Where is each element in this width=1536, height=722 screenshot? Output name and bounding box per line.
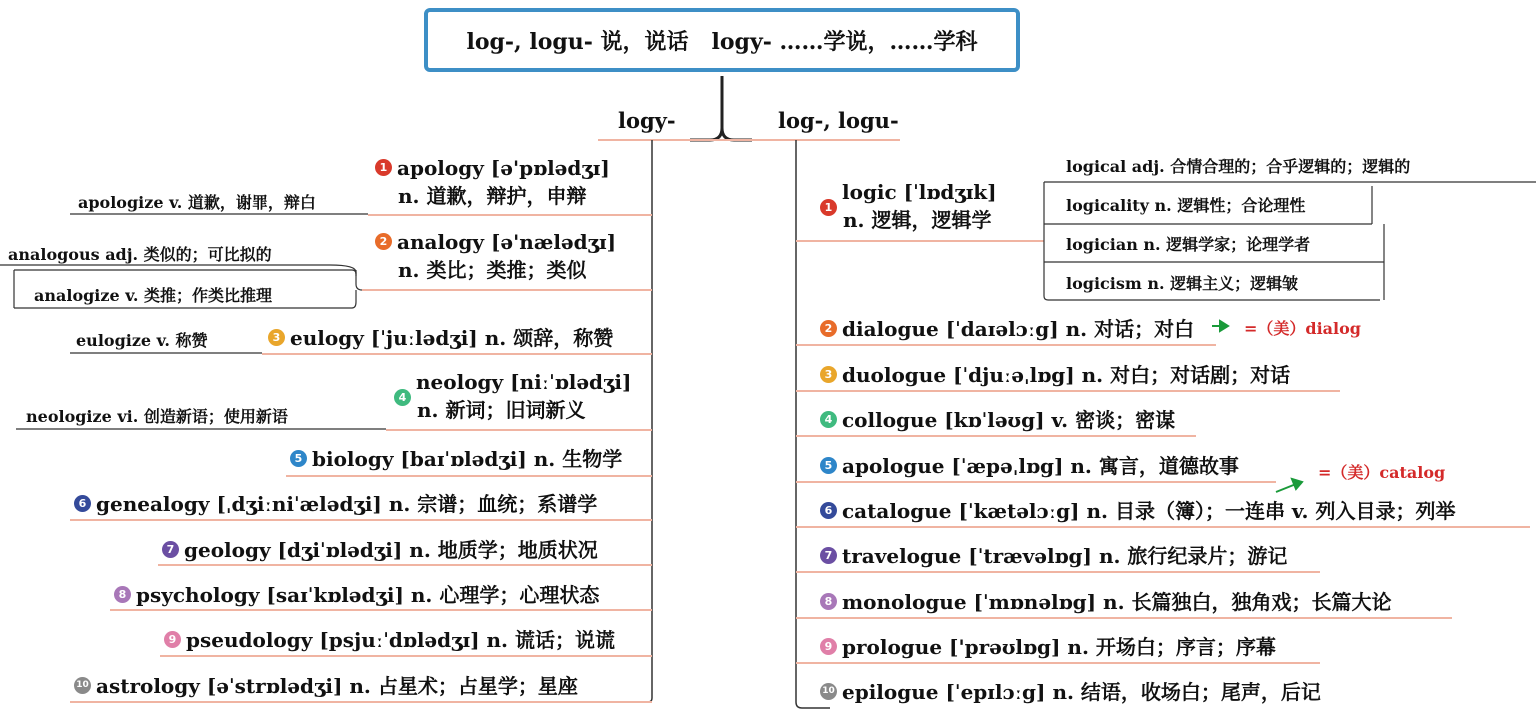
apology-headword: apology [ə'pɒlədʒɪ] — [397, 156, 610, 180]
entry-travelogue: 7 travelogue [ˈtrævəlɒg] n. 旅行纪录片；游记 — [820, 540, 1287, 569]
number-badge: 4 — [394, 389, 411, 406]
analogous-deriv: analogous adj. 类似的；可比拟的 — [8, 245, 272, 264]
number-badge: 10 — [820, 683, 837, 700]
entry-biology: 5 biology [baɪˈɒlədʒi] n. 生物学 — [290, 443, 622, 472]
entry-apology — [375, 156, 610, 209]
entry-astrology: 10 astrology [əˈstrɒlədʒi] n. 占星术；占星学；星座 — [74, 670, 578, 699]
logicism-deriv: logicism n. 逻辑主义；逻辑皱 — [1066, 274, 1299, 293]
apologize-deriv: apologize v. 道歉，谢罪，辩白 — [78, 193, 316, 212]
number-badge: 4 — [820, 411, 837, 428]
neology-headword: neology [niːˈɒlədʒi] — [416, 370, 632, 394]
analogy-meaning: n. 类比；类推；类似 — [398, 258, 587, 282]
entry-prologue: 9 prologue ['prəʊlɒg] n. 开场白；序言；序幕 — [820, 631, 1276, 660]
eulogy-text: eulogy [ˈjuːlədʒi] n. 颂辞，称赞 — [290, 326, 614, 350]
analogy-headword: analogy [ə'nælədʒɪ] — [397, 230, 617, 254]
entry-genealogy: 6 genealogy [ˌdʒiːniˈælədʒi] n. 宗谱；血统；系谱学 — [74, 488, 597, 517]
number-badge: 7 — [820, 547, 837, 564]
right-branch-label: log-, logu- — [778, 108, 899, 133]
eulogize-deriv: eulogize v. 称赞 — [76, 331, 208, 350]
number-badge: 2 — [820, 320, 837, 337]
logicality-deriv: logicality n. 逻辑性；合论理性 — [1066, 196, 1306, 215]
entry-geology: 7 geology [dʒiˈɒlədʒi] n. 地质学；地质状况 — [162, 534, 598, 563]
entry-monologue: 8 monologue [ˈmɒnəlɒg] n. 长篇独白，独角戏；长篇大论 — [820, 586, 1392, 615]
entry-analogy — [375, 230, 616, 283]
apology-meaning: n. 道歉，辩护，申辩 — [398, 184, 587, 208]
number-badge: 1 — [375, 159, 392, 176]
analogize-deriv: analogize v. 类推；作类比推理 — [34, 286, 273, 305]
number-badge: 5 — [820, 457, 837, 474]
number-badge: 1 — [820, 199, 837, 216]
number-badge: 9 — [820, 638, 837, 655]
number-badge: 7 — [162, 541, 179, 558]
number-badge: 3 — [820, 366, 837, 383]
entry-pseudology: 9 pseudology [psjuːˈdɒlədʒɪ] n. 谎话；说谎 — [164, 624, 615, 653]
logic-headword: logic [ˈlɒdʒɪk] — [842, 180, 997, 204]
number-badge: 6 — [74, 495, 91, 512]
entry-psychology: 8 psychology [saɪˈkɒlədʒi] n. 心理学；心理状态 — [114, 579, 599, 608]
entry-dialogue: 2 dialogue [ˈdaɪəlɔːg] n. 对话；对白 — [820, 313, 1194, 342]
entry-collogue: 4 collogue [kɒˈləʊg] v. 密谈；密谋 — [820, 404, 1175, 433]
entry-neology — [394, 370, 631, 423]
number-badge: 9 — [164, 631, 181, 648]
number-badge: 6 — [820, 502, 837, 519]
number-badge: 3 — [268, 329, 285, 346]
number-badge: 10 — [74, 677, 91, 694]
catalog-note: =（美）catalog — [1318, 463, 1446, 482]
logical-deriv: logical adj. 合情合理的；合乎逻辑的；逻辑的 — [1066, 157, 1411, 176]
entry-apologue: 5 apologue [ˈæpəˌlɒg] n. 寓言，道德故事 — [820, 450, 1239, 479]
entry-epilogue: 10 epilogue [ˈepɪlɔːg] n. 结语，收场白；尾声，后记 — [820, 676, 1321, 705]
entry-logic — [820, 180, 997, 233]
entry-duologue: 3 duologue [ˈdjuːəˌlɒg] n. 对白；对话剧；对话 — [820, 359, 1290, 388]
trunk-line — [690, 76, 752, 140]
left-branch-label: logy- — [618, 108, 676, 133]
dialog-note: =（美）dialog — [1244, 319, 1361, 338]
logic-meaning: n. 逻辑，逻辑学 — [843, 208, 992, 232]
neology-meaning: n. 新词；旧词新义 — [417, 398, 586, 422]
page-title: log-, logu- 说，说话 logy- ……学说，……学科 — [466, 28, 978, 55]
number-badge: 8 — [820, 593, 837, 610]
number-badge: 8 — [114, 586, 131, 603]
number-badge: 2 — [375, 233, 392, 250]
number-badge: 5 — [290, 450, 307, 467]
entry-catalogue: 6 catalogue [ˈkætəlɔːg] n. 目录（簿）；一连串 v. 列入目录；列举 — [820, 495, 1455, 524]
title-box — [424, 8, 1020, 72]
logician-deriv: logician n. 逻辑学家；论理学者 — [1066, 235, 1311, 254]
neologize-deriv: neologize vi. 创造新语；使用新语 — [26, 407, 288, 426]
entry-eulogy — [268, 322, 613, 351]
